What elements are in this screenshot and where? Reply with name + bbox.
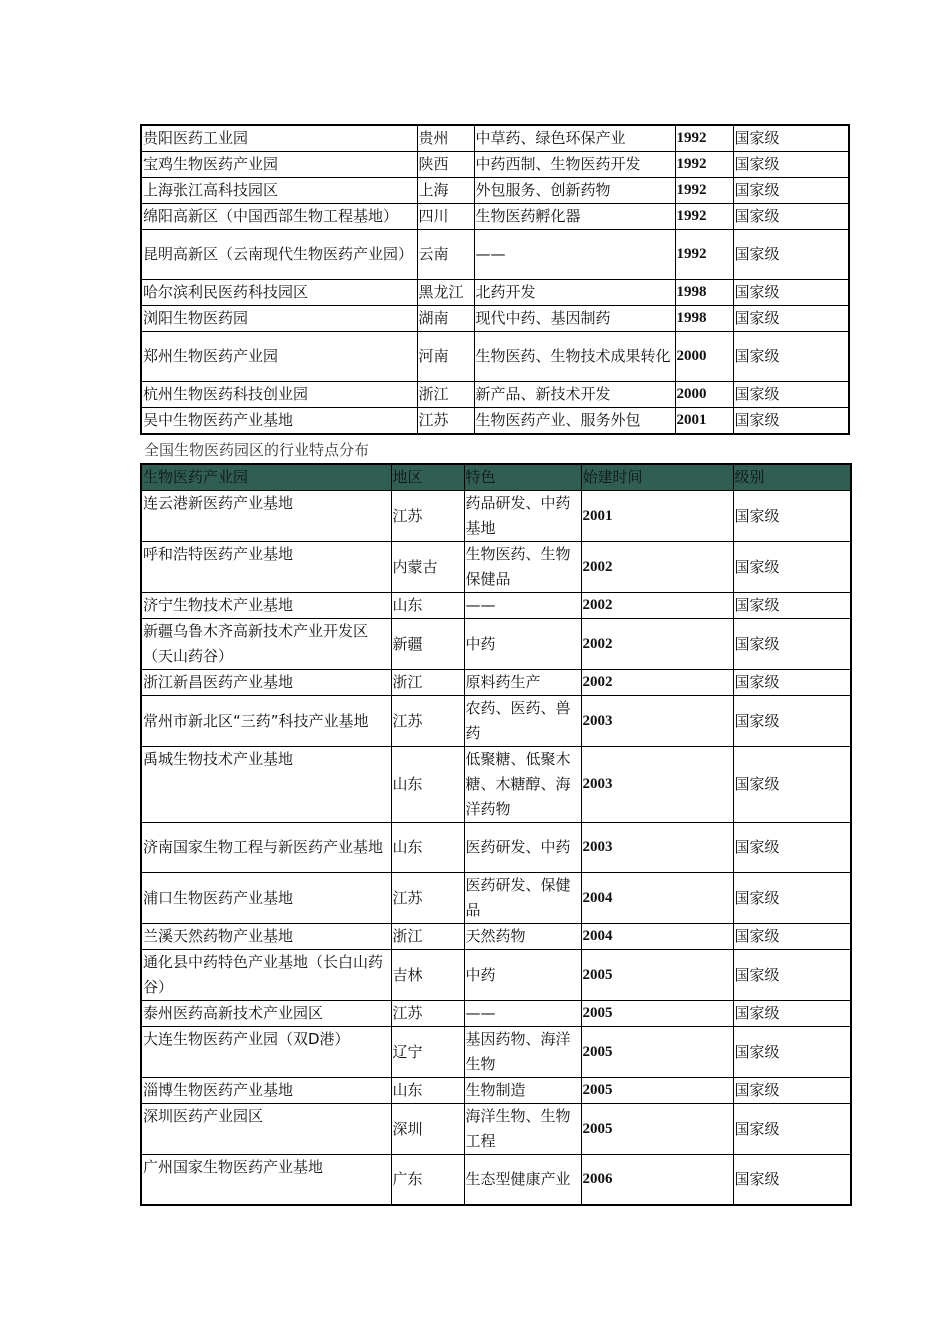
cell-feature: 生物制造 bbox=[464, 1078, 581, 1104]
header-region: 地区 bbox=[391, 464, 464, 491]
header-feature: 特色 bbox=[464, 464, 581, 491]
cell-name: 贵阳医药工业园 bbox=[141, 125, 417, 152]
header-name: 生物医药产业园 bbox=[141, 464, 391, 491]
table2-body bbox=[141, 464, 851, 1205]
table-row bbox=[141, 280, 849, 306]
cell-year: 1992 bbox=[675, 204, 733, 230]
cell-name: 深圳医药产业园区 bbox=[141, 1104, 391, 1155]
cell-region: 黑龙江 bbox=[417, 280, 474, 306]
cell-region: 内蒙古 bbox=[391, 542, 464, 593]
cell-name: 淄博生物医药产业基地 bbox=[141, 1078, 391, 1104]
cell-feature: 药品研发、中药基地 bbox=[464, 491, 581, 542]
cell-name: 通化县中药特色产业基地（长白山药谷） bbox=[141, 950, 391, 1001]
cell-feature: 医药研发、中药 bbox=[464, 823, 581, 873]
cell-feature: 基因药物、海洋生物 bbox=[464, 1027, 581, 1078]
cell-region: 浙江 bbox=[417, 382, 474, 408]
table-row bbox=[141, 408, 849, 435]
cell-region: 陕西 bbox=[417, 152, 474, 178]
cell-year: 2003 bbox=[581, 696, 733, 747]
table-row bbox=[141, 178, 849, 204]
cell-region: 四川 bbox=[417, 204, 474, 230]
table-row bbox=[141, 125, 849, 152]
table-header-row bbox=[141, 464, 851, 491]
cell-feature: 中药西制、生物医药开发 bbox=[474, 152, 675, 178]
cell-feature: 农药、医药、兽药 bbox=[464, 696, 581, 747]
cell-level: 国家级 bbox=[733, 696, 851, 747]
table-row bbox=[141, 1001, 851, 1027]
cell-feature: 原料药生产 bbox=[464, 670, 581, 696]
cell-year: 2004 bbox=[581, 873, 733, 924]
cell-name: 连云港新医药产业基地 bbox=[141, 491, 391, 542]
cell-name: 上海张江高科技园区 bbox=[141, 178, 417, 204]
cell-year: 2006 bbox=[581, 1155, 733, 1205]
cell-year: 2005 bbox=[581, 1104, 733, 1155]
cell-feature: 中草药、绿色环保产业 bbox=[474, 125, 675, 152]
cell-name: 杭州生物医药科技创业园 bbox=[141, 382, 417, 408]
table-row bbox=[141, 696, 851, 747]
cell-year: 2000 bbox=[675, 382, 733, 408]
cell-feature: 中药 bbox=[464, 950, 581, 1001]
cell-name: 济南国家生物工程与新医药产业基地 bbox=[141, 823, 391, 873]
cell-level: 国家级 bbox=[733, 823, 851, 873]
cell-year: 2002 bbox=[581, 542, 733, 593]
table-row bbox=[141, 873, 851, 924]
cell-level: 国家级 bbox=[733, 593, 851, 619]
cell-name: 禹城生物技术产业基地 bbox=[141, 747, 391, 823]
cell-level: 国家级 bbox=[733, 1155, 851, 1205]
cell-feature: 生物医药、生物技术成果转化 bbox=[474, 332, 675, 382]
cell-feature: 外包服务、创新药物 bbox=[474, 178, 675, 204]
cell-name: 大连生物医药产业园（双D港） bbox=[141, 1027, 391, 1078]
table-row bbox=[141, 924, 851, 950]
cell-name: 浦口生物医药产业基地 bbox=[141, 873, 391, 924]
table-row bbox=[141, 1104, 851, 1155]
cell-level: 国家级 bbox=[733, 1027, 851, 1078]
cell-year: 2003 bbox=[581, 747, 733, 823]
cell-feature: 生态型健康产业 bbox=[464, 1155, 581, 1205]
table-row bbox=[141, 306, 849, 332]
cell-region: 山东 bbox=[391, 593, 464, 619]
cell-feature: 现代中药、基因制药 bbox=[474, 306, 675, 332]
table-row bbox=[141, 152, 849, 178]
table-row bbox=[141, 1155, 851, 1205]
cell-name: 济宁生物技术产业基地 bbox=[141, 593, 391, 619]
table-row bbox=[141, 593, 851, 619]
cell-level: 国家级 bbox=[733, 178, 849, 204]
cell-level: 国家级 bbox=[733, 542, 851, 593]
table-row bbox=[141, 382, 849, 408]
cell-level: 国家级 bbox=[733, 204, 849, 230]
cell-region: 山东 bbox=[391, 1078, 464, 1104]
cell-region: 江苏 bbox=[391, 1001, 464, 1027]
cell-level: 国家级 bbox=[733, 619, 851, 670]
cell-year: 2004 bbox=[581, 924, 733, 950]
cell-level: 国家级 bbox=[733, 152, 849, 178]
cell-region: 新疆 bbox=[391, 619, 464, 670]
parks-feature-table bbox=[140, 463, 852, 1206]
cell-level: 国家级 bbox=[733, 1078, 851, 1104]
cell-year: 2005 bbox=[581, 1078, 733, 1104]
cell-level: 国家级 bbox=[733, 125, 849, 152]
cell-region: 江苏 bbox=[391, 696, 464, 747]
cell-feature: 北药开发 bbox=[474, 280, 675, 306]
cell-name: 吴中生物医药产业基地 bbox=[141, 408, 417, 435]
cell-year: 2005 bbox=[581, 1027, 733, 1078]
cell-year: 2005 bbox=[581, 1001, 733, 1027]
cell-region: 上海 bbox=[417, 178, 474, 204]
cell-feature: 中药 bbox=[464, 619, 581, 670]
cell-region: 江苏 bbox=[417, 408, 474, 435]
cell-feature: 生物医药产业、服务外包 bbox=[474, 408, 675, 435]
cell-feature: 医药研发、保健品 bbox=[464, 873, 581, 924]
cell-year: 2002 bbox=[581, 670, 733, 696]
cell-level: 国家级 bbox=[733, 1104, 851, 1155]
cell-year: 1992 bbox=[675, 230, 733, 280]
cell-region: 吉林 bbox=[391, 950, 464, 1001]
cell-name: 宝鸡生物医药产业园 bbox=[141, 152, 417, 178]
cell-name: 兰溪天然药物产业基地 bbox=[141, 924, 391, 950]
cell-feature: 生物医药孵化器 bbox=[474, 204, 675, 230]
cell-year: 2001 bbox=[675, 408, 733, 435]
cell-level: 国家级 bbox=[733, 306, 849, 332]
cell-region: 深圳 bbox=[391, 1104, 464, 1155]
cell-year: 2005 bbox=[581, 950, 733, 1001]
cell-feature: 生物医药、生物保健品 bbox=[464, 542, 581, 593]
cell-level: 国家级 bbox=[733, 670, 851, 696]
cell-level: 国家级 bbox=[733, 280, 849, 306]
cell-name: 浙江新昌医药产业基地 bbox=[141, 670, 391, 696]
cell-level: 国家级 bbox=[733, 873, 851, 924]
cell-level: 国家级 bbox=[733, 950, 851, 1001]
cell-region: 浙江 bbox=[391, 924, 464, 950]
cell-year: 2002 bbox=[581, 593, 733, 619]
cell-feature: 新产品、新技术开发 bbox=[474, 382, 675, 408]
cell-level: 国家级 bbox=[733, 924, 851, 950]
cell-year: 2001 bbox=[581, 491, 733, 542]
cell-region: 贵州 bbox=[417, 125, 474, 152]
cell-name: 浏阳生物医药园 bbox=[141, 306, 417, 332]
header-year: 始建时间 bbox=[581, 464, 733, 491]
cell-level: 国家级 bbox=[733, 332, 849, 382]
cell-region: 江苏 bbox=[391, 491, 464, 542]
cell-year: 1992 bbox=[675, 152, 733, 178]
table-row bbox=[141, 542, 851, 593]
cell-name: 绵阳高新区（中国西部生物工程基地） bbox=[141, 204, 417, 230]
table-row bbox=[141, 1027, 851, 1078]
table-row bbox=[141, 1078, 851, 1104]
header-level: 级别 bbox=[733, 464, 851, 491]
cell-name: 哈尔滨利民医药科技园区 bbox=[141, 280, 417, 306]
cell-level: 国家级 bbox=[733, 1001, 851, 1027]
cell-region: 湖南 bbox=[417, 306, 474, 332]
cell-level: 国家级 bbox=[733, 408, 849, 435]
cell-year: 2000 bbox=[675, 332, 733, 382]
cell-region: 广东 bbox=[391, 1155, 464, 1205]
cell-year: 1998 bbox=[675, 306, 733, 332]
cell-name: 昆明高新区（云南现代生物医药产业园） bbox=[141, 230, 417, 280]
cell-year: 1998 bbox=[675, 280, 733, 306]
cell-name: 郑州生物医药产业园 bbox=[141, 332, 417, 382]
cell-name: 新疆乌鲁木齐高新技术产业开发区（天山药谷） bbox=[141, 619, 391, 670]
table-row bbox=[141, 950, 851, 1001]
cell-feature: —— bbox=[474, 230, 675, 280]
cell-region: 江苏 bbox=[391, 873, 464, 924]
cell-region: 云南 bbox=[417, 230, 474, 280]
table-row bbox=[141, 670, 851, 696]
cell-feature: 天然药物 bbox=[464, 924, 581, 950]
table-caption: 全国生物医药园区的行业特点分布 bbox=[144, 441, 370, 459]
table-row bbox=[141, 491, 851, 542]
cell-year: 1992 bbox=[675, 178, 733, 204]
table-row bbox=[141, 747, 851, 823]
cell-name: 泰州医药高新技术产业园区 bbox=[141, 1001, 391, 1027]
cell-level: 国家级 bbox=[733, 747, 851, 823]
cell-feature: —— bbox=[464, 1001, 581, 1027]
table1-body bbox=[141, 125, 849, 434]
table-row bbox=[141, 619, 851, 670]
parks-table-continued bbox=[140, 124, 850, 435]
cell-region: 河南 bbox=[417, 332, 474, 382]
cell-feature: —— bbox=[464, 593, 581, 619]
cell-feature: 低聚糖、低聚木糖、木糖醇、海洋药物 bbox=[464, 747, 581, 823]
cell-region: 辽宁 bbox=[391, 1027, 464, 1078]
cell-feature: 海洋生物、生物工程 bbox=[464, 1104, 581, 1155]
cell-level: 国家级 bbox=[733, 491, 851, 542]
cell-level: 国家级 bbox=[733, 382, 849, 408]
cell-year: 2003 bbox=[581, 823, 733, 873]
cell-name: 广州国家生物医药产业基地 bbox=[141, 1155, 391, 1205]
table-row bbox=[141, 823, 851, 873]
table-row bbox=[141, 230, 849, 280]
cell-year: 1992 bbox=[675, 125, 733, 152]
cell-year: 2002 bbox=[581, 619, 733, 670]
table-row bbox=[141, 204, 849, 230]
cell-name: 常州市新北区“三药”科技产业基地 bbox=[141, 696, 391, 747]
cell-region: 浙江 bbox=[391, 670, 464, 696]
cell-level: 国家级 bbox=[733, 230, 849, 280]
table-row bbox=[141, 332, 849, 382]
cell-region: 山东 bbox=[391, 823, 464, 873]
cell-name: 呼和浩特医药产业基地 bbox=[141, 542, 391, 593]
cell-region: 山东 bbox=[391, 747, 464, 823]
